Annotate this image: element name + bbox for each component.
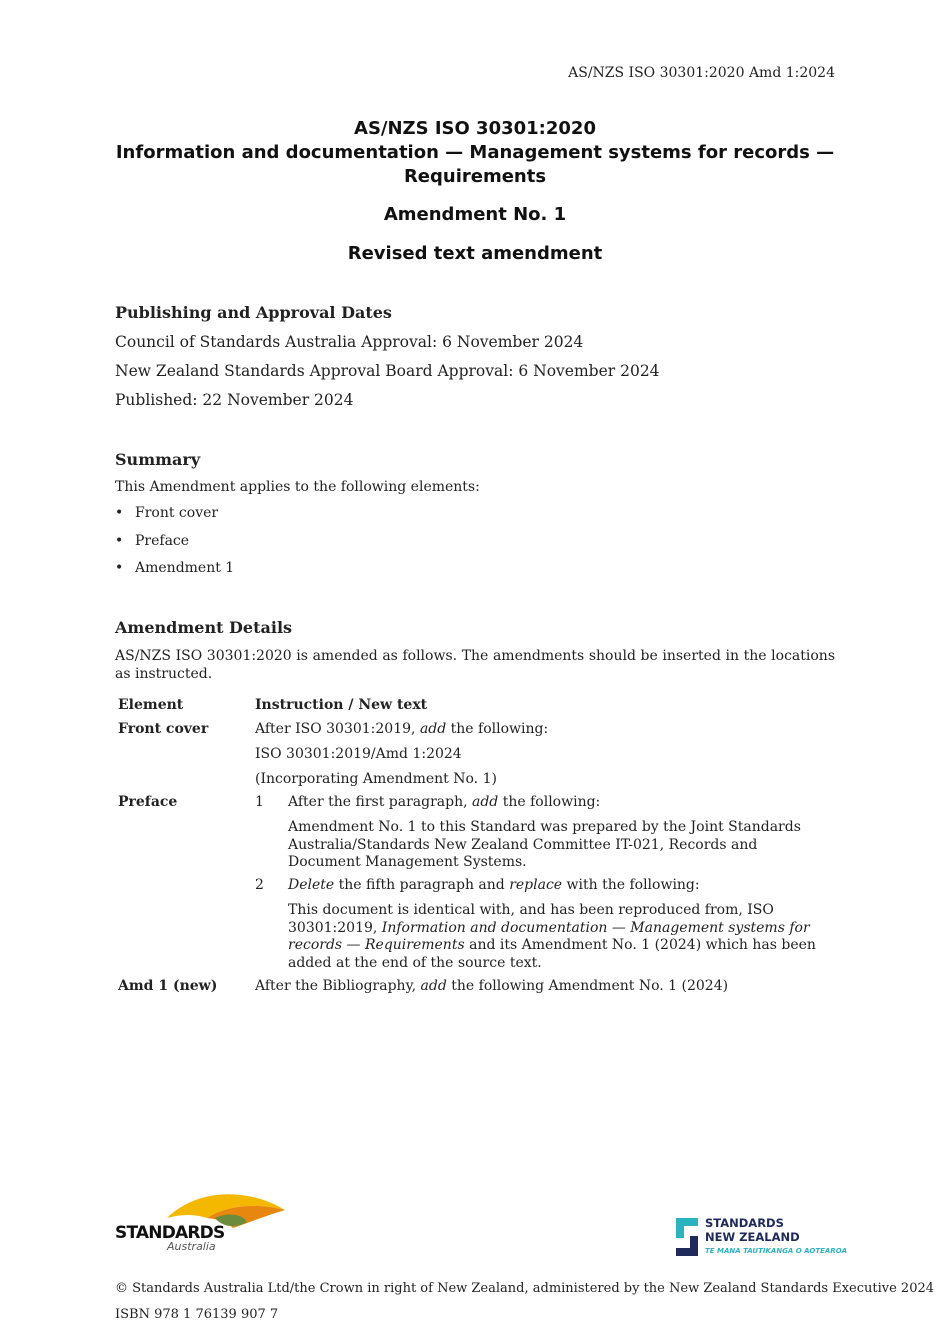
preface-instruction-1 bbox=[288, 794, 600, 810]
bullet-glyph: • bbox=[115, 533, 124, 549]
title-standard-number: AS/NZS ISO 30301:2020 bbox=[354, 118, 596, 139]
logo-mark-navy-2 bbox=[676, 1248, 698, 1256]
standards-new-zealand-logo bbox=[676, 1216, 856, 1258]
title-line-3: Requirements bbox=[403, 166, 547, 187]
emphasis: Delete bbox=[288, 877, 335, 893]
preface-item-number-2: 2 bbox=[255, 877, 264, 893]
front-cover-new-text: ISO 30301:2019/Amd 1:2024 bbox=[255, 746, 462, 762]
text: After the Bibliography, bbox=[255, 978, 421, 994]
list-item bbox=[115, 560, 234, 576]
copyright-notice: © Standards Australia Ltd/the Crown in right of New Zealand, administered by the New Zealand Standards Executive 2024 bbox=[115, 1281, 935, 1296]
preface-item-number-1: 1 bbox=[255, 794, 264, 810]
publishing-line-2: New Zealand Standards Approval Board Approval: 6 November 2024 bbox=[115, 362, 660, 380]
amendment-type: Revised text amendment bbox=[347, 243, 603, 264]
row-label-front-cover: Front cover bbox=[118, 721, 209, 737]
text: the following: bbox=[498, 794, 601, 810]
text: After ISO 30301:2019, bbox=[255, 721, 420, 737]
logo-word-standards: STANDARDS bbox=[115, 1223, 225, 1243]
emphasis: add bbox=[472, 794, 499, 810]
logo-mark-teal-2 bbox=[676, 1218, 698, 1226]
text: the following: bbox=[446, 721, 549, 737]
bullet-glyph: • bbox=[115, 505, 124, 521]
title-line-2: Information and documentation — Management systems for records — bbox=[115, 142, 835, 163]
emphasis: add bbox=[420, 978, 447, 994]
text: After the first paragraph, bbox=[288, 794, 472, 810]
emphasis: Information and documentation — Management systems for records — Requirements bbox=[288, 919, 810, 953]
amendment-details-heading: Amendment Details bbox=[115, 618, 293, 637]
logo-word-australia: Australia bbox=[167, 1240, 216, 1252]
row-label-amd1: Amd 1 (new) bbox=[118, 978, 218, 994]
text: and its Amendment No. 1 (2024) which has been added at the end of the source text. bbox=[288, 937, 816, 971]
list-item-label: Amendment 1 bbox=[135, 560, 235, 576]
table-header-element: Element bbox=[118, 697, 184, 713]
amd1-instruction bbox=[255, 978, 728, 994]
text: the fifth paragraph and bbox=[334, 877, 510, 893]
publishing-heading: Publishing and Approval Dates bbox=[115, 303, 392, 322]
bullet-glyph: • bbox=[115, 560, 124, 576]
document-reference: AS/NZS ISO 30301:2020 Amd 1:2024 bbox=[568, 65, 835, 81]
preface-instruction-2 bbox=[288, 877, 700, 893]
row-label-preface: Preface bbox=[118, 794, 178, 810]
summary-heading: Summary bbox=[115, 450, 201, 469]
publishing-line-3: Published: 22 November 2024 bbox=[115, 391, 354, 409]
isbn: ISBN 978 1 76139 907 7 bbox=[115, 1307, 279, 1322]
preface-new-text-1: Amendment No. 1 to this Standard was prepared by the Joint Standards Australia/Standards New Zealand Committee IT-021, Records and Document Management Systems. bbox=[288, 819, 801, 870]
standards-australia-logo bbox=[115, 1188, 290, 1252]
logo-line-maori: TE MANA TAUTIKANGA O AOTEAROA bbox=[705, 1247, 848, 1255]
amendment-details-intro: AS/NZS ISO 30301:2020 is amended as follows. The amendments should be inserted in the locations as instructed. bbox=[115, 648, 835, 682]
amendment-number: Amendment No. 1 bbox=[383, 204, 567, 225]
emphasis: replace bbox=[509, 877, 563, 893]
list-item-label: Preface bbox=[135, 533, 190, 549]
logo-line-new-zealand: NEW ZEALAND bbox=[705, 1230, 800, 1244]
text: with the following: bbox=[562, 877, 700, 893]
table-header-instruction: Instruction / New text bbox=[255, 697, 428, 713]
front-cover-new-text-2: (Incorporating Amendment No. 1) bbox=[255, 771, 497, 787]
text: the following Amendment No. 1 (2024) bbox=[446, 978, 729, 994]
front-cover-instruction bbox=[255, 721, 548, 737]
list-item bbox=[115, 533, 189, 549]
emphasis: add bbox=[419, 721, 447, 737]
preface-new-text-2 bbox=[288, 902, 833, 972]
summary-intro: This Amendment applies to the following elements: bbox=[115, 479, 480, 495]
publishing-line-1: Council of Standards Australia Approval: 6 November 2024 bbox=[115, 333, 584, 351]
list-item bbox=[115, 505, 218, 521]
list-item-label: Front cover bbox=[135, 505, 219, 521]
text: This document is identical with, and has been reproduced from, ISO 30301:2019, bbox=[288, 902, 774, 936]
logo-line-standards: STANDARDS bbox=[705, 1216, 784, 1230]
